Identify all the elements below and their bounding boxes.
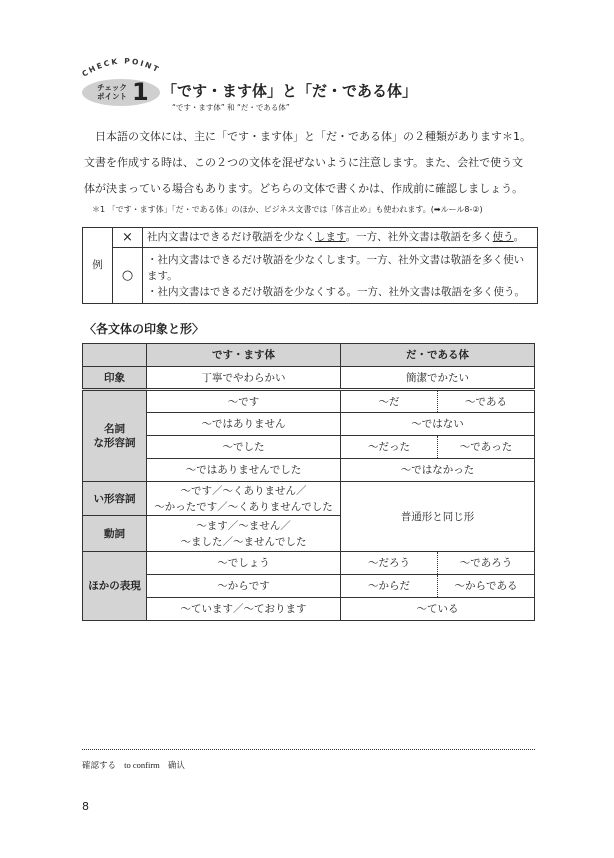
row-label-impression: 印象 <box>83 367 147 390</box>
wrong-mark: × <box>113 228 143 248</box>
svg-text:CHECK POINT: CHECK POINT <box>80 56 162 79</box>
paragraph-line: 体が決まっている場合もあります。どちらの文体で書くかは、作成前に確認しましょう。 <box>84 182 524 195</box>
example-label: 例 <box>83 228 113 304</box>
vocab-term: 確認する <box>82 761 117 771</box>
wrong-example: 社内文書はできるだけ敬語を少なくします。一方、社外文書は敬語を多く使う。 <box>143 228 538 248</box>
page-title: 「です・ます体」と「だ・である体」 <box>162 82 418 100</box>
section-title: 〈各文体の印象と形〉 <box>84 322 205 336</box>
check-point-arc <box>78 55 168 79</box>
col-header-desu: です・ます体 <box>147 344 341 367</box>
check-point-number: 1 <box>132 78 149 106</box>
cell: 〜ではありません <box>147 413 341 436</box>
cell: 〜ではなかった <box>341 459 535 482</box>
paragraph-line: 文書を作成する時は、この２つの文体を混ぜないように注意します。また、会社で使う文 <box>84 156 524 169</box>
cell: 〜です <box>147 390 341 413</box>
row-label-noun: 名詞 な形容詞 <box>83 390 147 482</box>
example-table <box>82 227 538 304</box>
cell: 〜でした <box>147 436 341 459</box>
cell: 〜からである <box>438 575 535 598</box>
cell: 〜だ <box>341 390 438 413</box>
right-example: ・社内文書はできるだけ敬語を少なくします。一方、社外文書は敬語を多く使います。 ・社内文書はできるだけ敬語を少なくする。一方、社外文書は敬語を多く使う。 <box>143 248 538 304</box>
cell: 〜ている <box>341 598 535 621</box>
cell: 〜ではない <box>341 413 535 436</box>
style-comparison-table <box>82 343 535 621</box>
vocab-english: to confirm <box>124 760 160 770</box>
col-header-da: だ・である体 <box>341 344 535 367</box>
cell: 簡潔でかたい <box>341 367 535 390</box>
cell: 丁寧でやわらかい <box>147 367 341 390</box>
cell: 〜です／〜くありません／ 〜かったです／〜くありませんでした <box>147 482 341 516</box>
badge-label-1: チェック <box>97 83 127 92</box>
paragraph-line: 日本語の文体には、主に「です・ます体」と「だ・である体」の２種類があります＊1。 <box>84 130 531 143</box>
row-label-other: ほかの表現 <box>83 552 147 621</box>
row-label-verb: 動詞 <box>83 516 147 552</box>
cell: 〜でしょう <box>147 552 341 575</box>
cell: 〜ではありませんでした <box>147 459 341 482</box>
cell: 〜である <box>438 390 535 413</box>
page-number: 8 <box>82 800 89 813</box>
badge-label-2: ポイント <box>97 92 127 101</box>
cell: 〜だった <box>341 436 438 459</box>
cell: 〜であろう <box>438 552 535 575</box>
cell: 普通形と同じ形 <box>341 482 535 552</box>
right-mark: ○ <box>113 248 143 304</box>
cell: 〜であった <box>438 436 535 459</box>
cell: 〜だろう <box>341 552 438 575</box>
badge-label <box>96 83 128 101</box>
vocab-chinese: 确认 <box>167 761 185 771</box>
divider <box>82 749 535 750</box>
page-subtitle: “です・ます体” 和 “だ・である体” <box>172 103 290 112</box>
cell: 〜からだ <box>341 575 438 598</box>
footnote: ＊1 「です・ます体」「だ・である体」のほか、ビジネス文書では「体言止め」も使われます。(➡ルール8-②) <box>92 205 483 214</box>
cell: 〜からです <box>147 575 341 598</box>
cell: 〜ています／〜ております <box>147 598 341 621</box>
row-label-i-adjective: い形容詞 <box>83 482 147 516</box>
vocabulary-note <box>82 760 185 772</box>
cell: 〜ます／〜ません／ 〜ました／〜ませんでした <box>147 516 341 552</box>
